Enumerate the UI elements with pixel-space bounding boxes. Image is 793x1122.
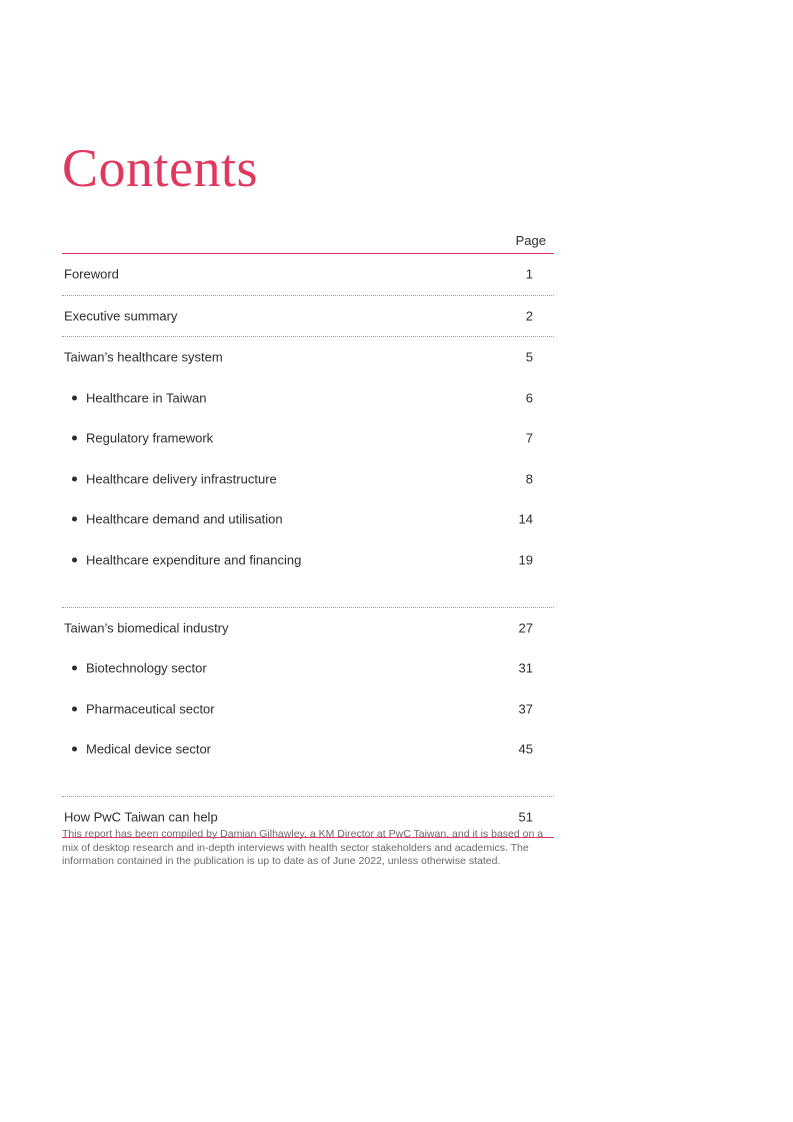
toc-subentry[interactable]	[62, 499, 554, 540]
toc-section-healthcare-system	[62, 337, 554, 608]
toc-subentry-page: 45	[518, 741, 533, 757]
report-footnote: This report has been compiled by Damian Gilhawley, a KM Director at PwC Taiwan, and it is based on a mix of desktop research and in-depth interviews with health sector stakeholders and academics. The information contained in the publication is up to date as of June 2022, unless otherwise stated.	[62, 828, 544, 867]
toc-entry-label: Foreword	[64, 266, 119, 282]
toc-subentry-page: 6	[525, 390, 533, 406]
toc-subentry-label: Biotechnology sector	[86, 660, 207, 676]
toc-subentry-label: Healthcare demand and utilisation	[86, 511, 283, 527]
toc-section-spacer	[62, 580, 554, 607]
toc-entry[interactable]	[62, 608, 554, 648]
toc-subentry-label: Regulatory framework	[86, 430, 214, 446]
bullet-icon	[72, 706, 77, 711]
toc-subentry-label: Medical device sector	[86, 741, 211, 757]
toc-section-biomedical-industry	[62, 608, 554, 797]
toc-subentry-page: 19	[518, 552, 533, 568]
toc-section-spacer	[62, 770, 554, 796]
toc-subentry[interactable]	[62, 689, 554, 730]
toc-subentry-label: Healthcare delivery infrastructure	[86, 471, 277, 487]
toc-subentry-label: Healthcare in Taiwan	[86, 390, 207, 406]
toc-subentry-page: 14	[518, 511, 533, 527]
bullet-icon	[72, 747, 77, 752]
toc-entry-label: How PwC Taiwan can help	[64, 809, 218, 825]
toc-entry-page: 51	[518, 809, 533, 825]
toc-subentry-label: Pharmaceutical sector	[86, 701, 215, 717]
toc-entry-page: 27	[518, 620, 533, 636]
toc-subentry[interactable]	[62, 418, 554, 459]
toc-header	[62, 228, 554, 254]
bullet-icon	[72, 557, 77, 562]
toc-subentry-page: 8	[525, 471, 533, 487]
toc-entry[interactable]	[62, 254, 554, 295]
toc-subentry-page: 37	[518, 701, 533, 717]
toc-entry[interactable]	[62, 337, 554, 378]
toc-section-foreword	[62, 254, 554, 296]
bullet-icon	[72, 436, 77, 441]
toc-subentry-page: 31	[518, 660, 533, 676]
toc-entry-page: 1	[525, 266, 533, 282]
bullet-icon	[72, 395, 77, 400]
toc-section-executive-summary	[62, 296, 554, 338]
toc-subentry-page: 7	[525, 430, 533, 446]
bullet-icon	[72, 517, 77, 522]
page-column-header: Page	[515, 233, 546, 248]
toc-entry-label: Taiwan’s healthcare system	[64, 349, 223, 365]
table-of-contents	[62, 228, 554, 838]
bullet-icon	[72, 666, 77, 671]
toc-subentry[interactable]	[62, 378, 554, 419]
toc-subentry-label: Healthcare expenditure and financing	[86, 552, 302, 568]
page-title: Contents	[62, 138, 259, 198]
bullet-icon	[72, 476, 77, 481]
toc-entry-page: 5	[525, 349, 533, 365]
toc-subentry[interactable]	[62, 540, 554, 581]
toc-entry-page: 2	[525, 308, 533, 324]
toc-subentry[interactable]	[62, 729, 554, 770]
toc-entry-label: Executive summary	[64, 308, 178, 324]
toc-entry[interactable]	[62, 296, 554, 337]
toc-entry-label: Taiwan’s biomedical industry	[64, 620, 229, 636]
toc-subentry[interactable]	[62, 459, 554, 500]
toc-subentry[interactable]	[62, 648, 554, 689]
